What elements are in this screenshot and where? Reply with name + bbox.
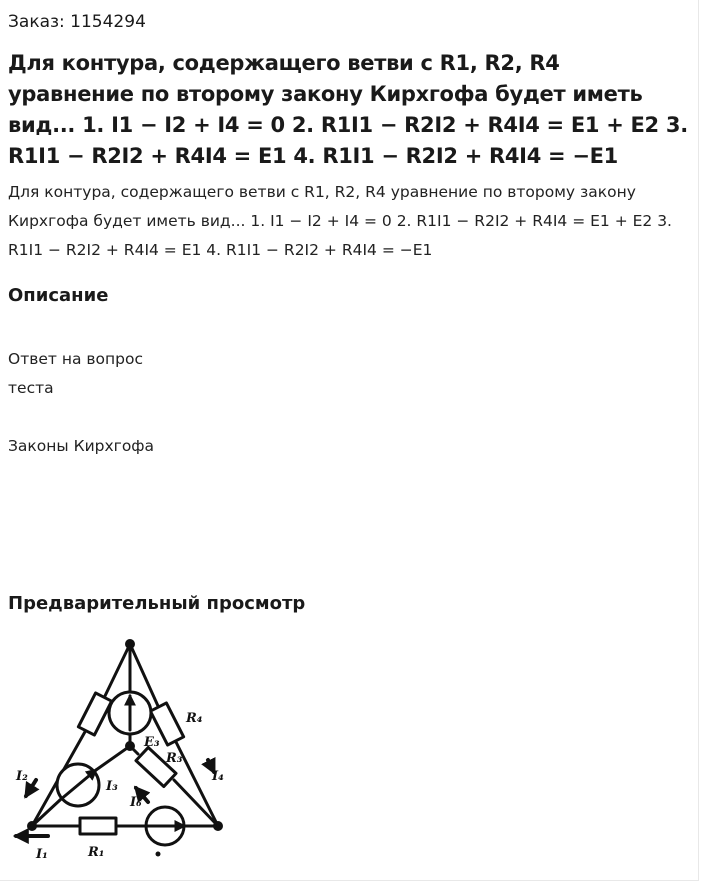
- node-left: [29, 823, 36, 830]
- node-top: [127, 641, 134, 648]
- label-i4: I₄: [212, 769, 224, 784]
- description-body: [8, 345, 690, 461]
- source-e1: [146, 807, 184, 845]
- description-line: Ответ на вопрос: [8, 350, 144, 368]
- label-i6: I₆: [130, 795, 142, 810]
- question-title: Для контура, содержащего ветви с R1, R2, R4 уравнение по второму закону Кирхгофа будет иметь вид... 1. I1 − I2 + I4 = 0 2. R1I1 − R2I2 + R4I4 = E1 + E2 3. R1I1 − R2I2 + R4I4 = E1 4. R1I1 − R2I2 + R4I4 = −E1: [8, 51, 688, 168]
- label-r1: R₁: [88, 845, 105, 860]
- description-line: Законы Кирхгофа: [8, 437, 155, 455]
- resistor-r1: [80, 818, 116, 834]
- node-right: [215, 823, 222, 830]
- order-number: Заказ: 1154294: [8, 12, 146, 32]
- source-e2: [57, 764, 99, 806]
- preview-heading: Предварительный просмотр: [8, 593, 306, 614]
- description-line: теста: [8, 379, 54, 397]
- label-r3: R₃: [166, 751, 183, 766]
- node-center: [127, 743, 134, 750]
- description-spacer: [8, 403, 690, 432]
- label-i3: I₃: [106, 779, 118, 794]
- label-e3: E₃: [144, 735, 160, 750]
- description-heading: Описание: [8, 285, 109, 306]
- circuit-diagram: [8, 630, 240, 870]
- label-i1: I₁: [36, 847, 48, 862]
- resistor-r5: [78, 693, 111, 735]
- question-text: Для контура, содержащего ветви с R1, R2, R4 уравнение по второму закону Кирхгофа будет иметь вид... 1. I1 − I2 + I4 = 0 2. R1I1 − R2I2 + R4I4 = E1 + E2 3. R1I1 − R2I2 + R4I4 = E1 4. R1I1 − R2I2 + R4I4 = −E1: [8, 183, 672, 259]
- source-e4: [109, 692, 151, 734]
- label-i2: I₂: [16, 769, 28, 784]
- source-e1-polarity-dot: [156, 852, 161, 857]
- label-r4: R₄: [186, 711, 203, 726]
